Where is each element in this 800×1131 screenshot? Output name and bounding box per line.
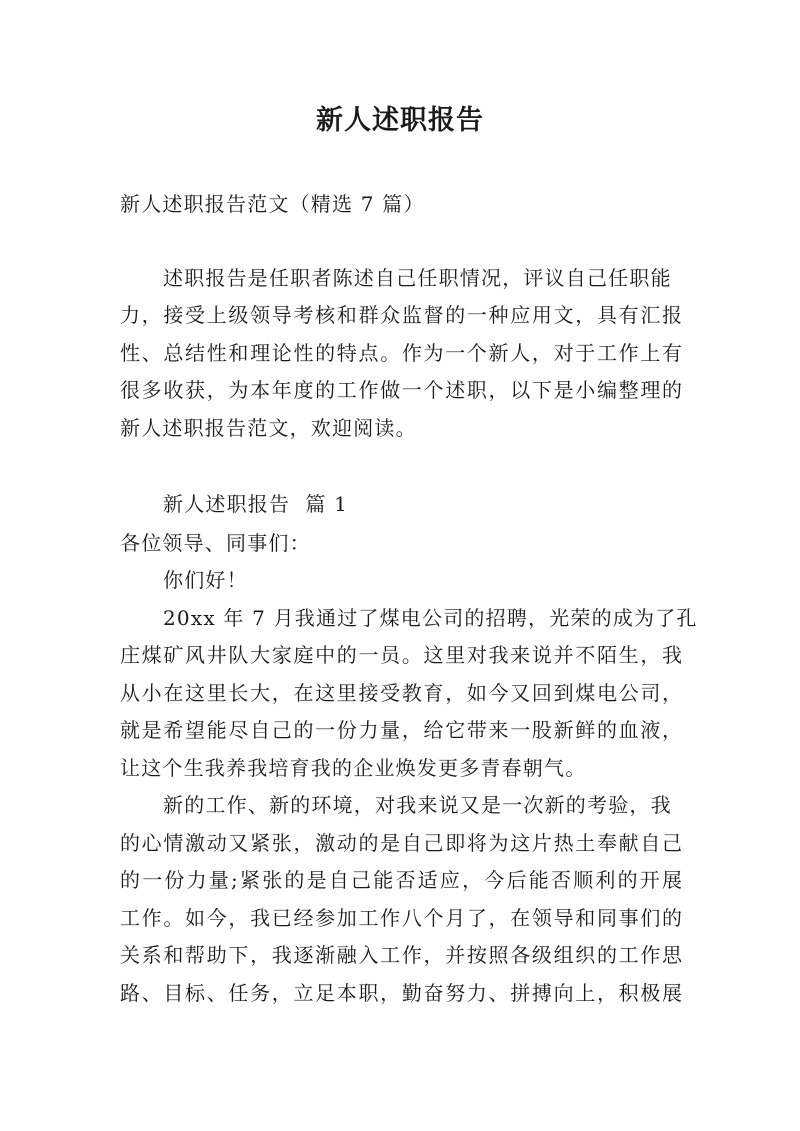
document-title: 新人述职报告 [316, 105, 484, 136]
paragraph-line: 工作。如今，我已经参加工作八个月了，在领导和同事们的 [120, 906, 682, 930]
paragraph-line: 就是希望能尽自己的一份力量，给它带来一股新鲜的血液， [120, 718, 682, 742]
intro-line: 述职报告是任职者陈述自己任职情况，评议自己任职能 [163, 266, 672, 290]
paragraph-line: 让这个生我养我培育我的企业焕发更多青春朝气。 [120, 756, 587, 780]
intro-line: 新人述职报告范文，欢迎阅读。 [120, 416, 417, 440]
paragraph-line: 新的工作、新的环境，对我来说又是一次新的考验，我 [163, 793, 672, 817]
paragraph-line: 的心情激动又紧张，激动的是自己即将为这片热土奉献自己 [120, 831, 682, 855]
document-subtitle: 新人述职报告范文（精选 7 篇） [120, 192, 425, 216]
intro-line: 性、总结性和理论性的特点。作为一个新人，对于工作上有 [120, 341, 682, 365]
paragraph-line: 关系和帮助下，我逐渐融入工作，并按照各级组织的工作思 [120, 943, 682, 967]
paragraph-line: 从小在这里长大，在这里接受教育，如今又回到煤电公司， [120, 681, 682, 705]
intro-line: 力，接受上级领导考核和群众监督的一种应用文，具有汇报 [120, 303, 682, 327]
salutation: 各位领导、同事们： [120, 531, 311, 555]
greeting: 你们好！ [163, 568, 248, 592]
paragraph-line: 20xx 年 7 月我通过了煤电公司的招聘，光荣的成为了孔 [163, 606, 698, 630]
section-heading: 新人述职报告 篇 1 [163, 492, 348, 516]
paragraph-line: 庄煤矿风井队大家庭中的一员。这里对我来说并不陌生，我 [120, 643, 682, 667]
paragraph-line: 的一份力量;紧张的是自己能否适应，今后能否顺利的开展 [120, 868, 682, 892]
paragraph-line: 路、目标、任务，立足本职，勤奋努力、拼搏向上，积极展 [120, 981, 682, 1005]
intro-line: 很多收获，为本年度的工作做一个述职，以下是小编整理的 [120, 378, 682, 402]
